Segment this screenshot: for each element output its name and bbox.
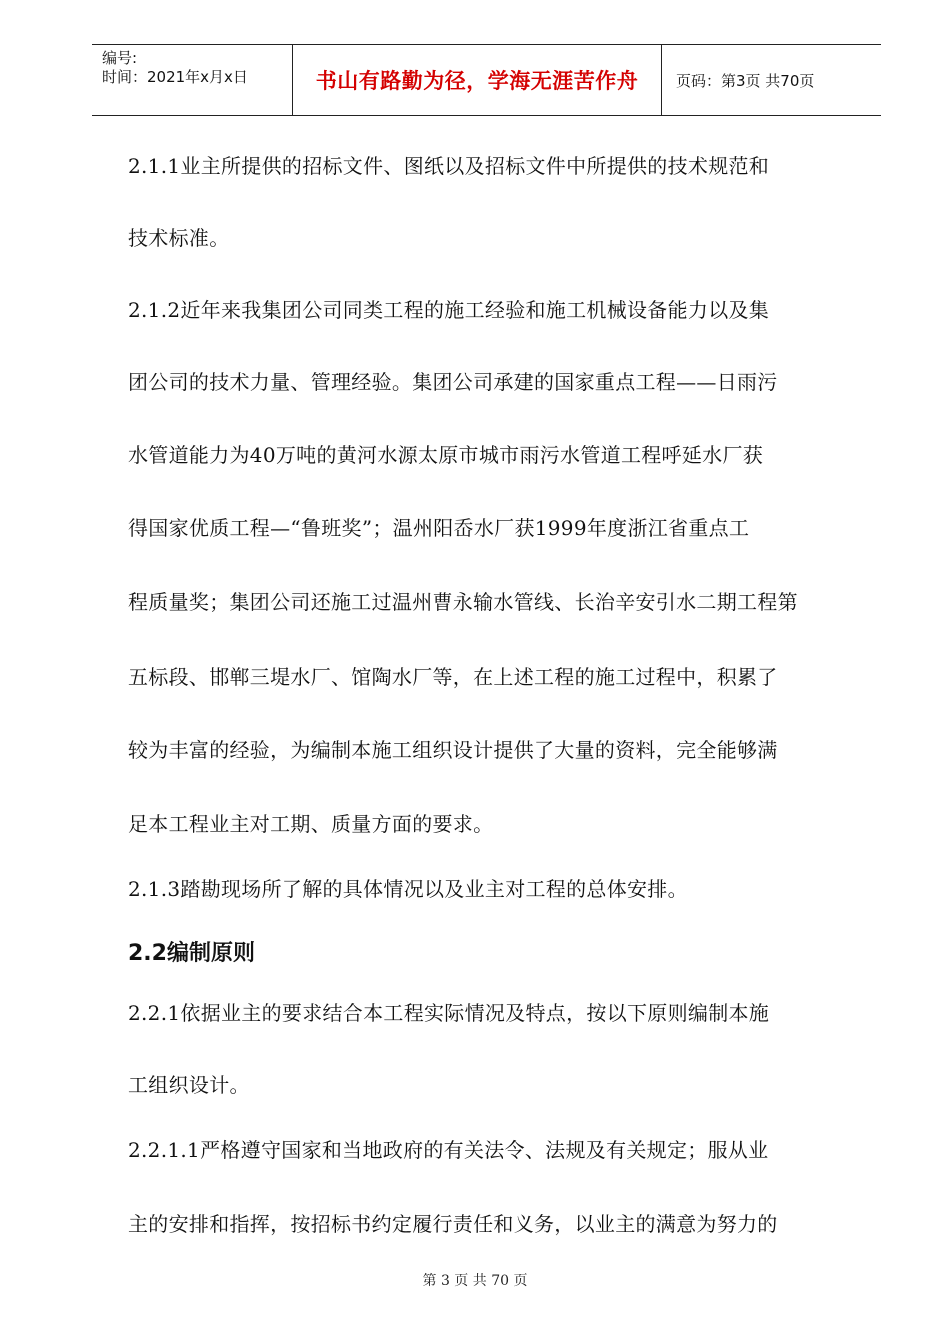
header-meta (102, 49, 248, 87)
body-line: 足本工程业主对工期、质量方面的要求。 (128, 812, 494, 836)
body-line: 水管道能力为40万吨的黄河水源太原市城市雨污水管道工程呼延水厂获 (128, 443, 764, 467)
body-line: 得国家优质工程—“鲁班奖”；温州阳岙水厂获1999年度浙江省重点工 (128, 516, 750, 540)
body-line: 工组织设计。 (128, 1073, 250, 1097)
body-line: 2.1.3踏勘现场所了解的具体情况以及业主对工程的总体安排。 (128, 877, 688, 901)
page-footer: 第 3 页 共 70 页 (422, 1273, 528, 1289)
body-line: 程质量奖；集团公司还施工过温州曹永输水管线、长治辛安引水二期工程第 (128, 590, 798, 614)
header-number-label: 编号: (102, 49, 138, 67)
section-heading: 2.2编制原则 (128, 941, 255, 966)
body-line: 2.2.1.1严格遵守国家和当地政府的有关法令、法规及有关规定；服从业 (128, 1138, 769, 1162)
body-line: 2.1.1业主所提供的招标文件、图纸以及招标文件中所提供的技术规范和 (128, 154, 770, 178)
body-line: 主的安排和指挥，按招标书约定履行责任和义务，以业主的满意为努力的 (128, 1212, 778, 1236)
header-slogan: 书山有路勤为径，学海无涯苦作舟 (315, 69, 639, 93)
page-header (92, 44, 881, 116)
header-divider (661, 45, 662, 115)
body-line: 五标段、邯郸三堤水厂、馆陶水厂等，在上述工程的施工过程中，积累了 (128, 665, 778, 689)
body-line: 团公司的技术力量、管理经验。集团公司承建的国家重点工程——日雨污 (128, 370, 778, 394)
body-line: 2.2.1依据业主的要求结合本工程实际情况及特点，按以下原则编制本施 (128, 1001, 770, 1025)
header-time-label: 时间：2021年x月x日 (102, 68, 248, 86)
header-page-label: 页码：第3页 共70页 (676, 72, 815, 90)
body-line: 技术标准。 (128, 226, 230, 250)
body-line: 2.1.2近年来我集团公司同类工程的施工经验和施工机械设备能力以及集 (128, 298, 770, 322)
body-line: 较为丰富的经验，为编制本施工组织设计提供了大量的资料，完全能够满 (128, 738, 778, 762)
